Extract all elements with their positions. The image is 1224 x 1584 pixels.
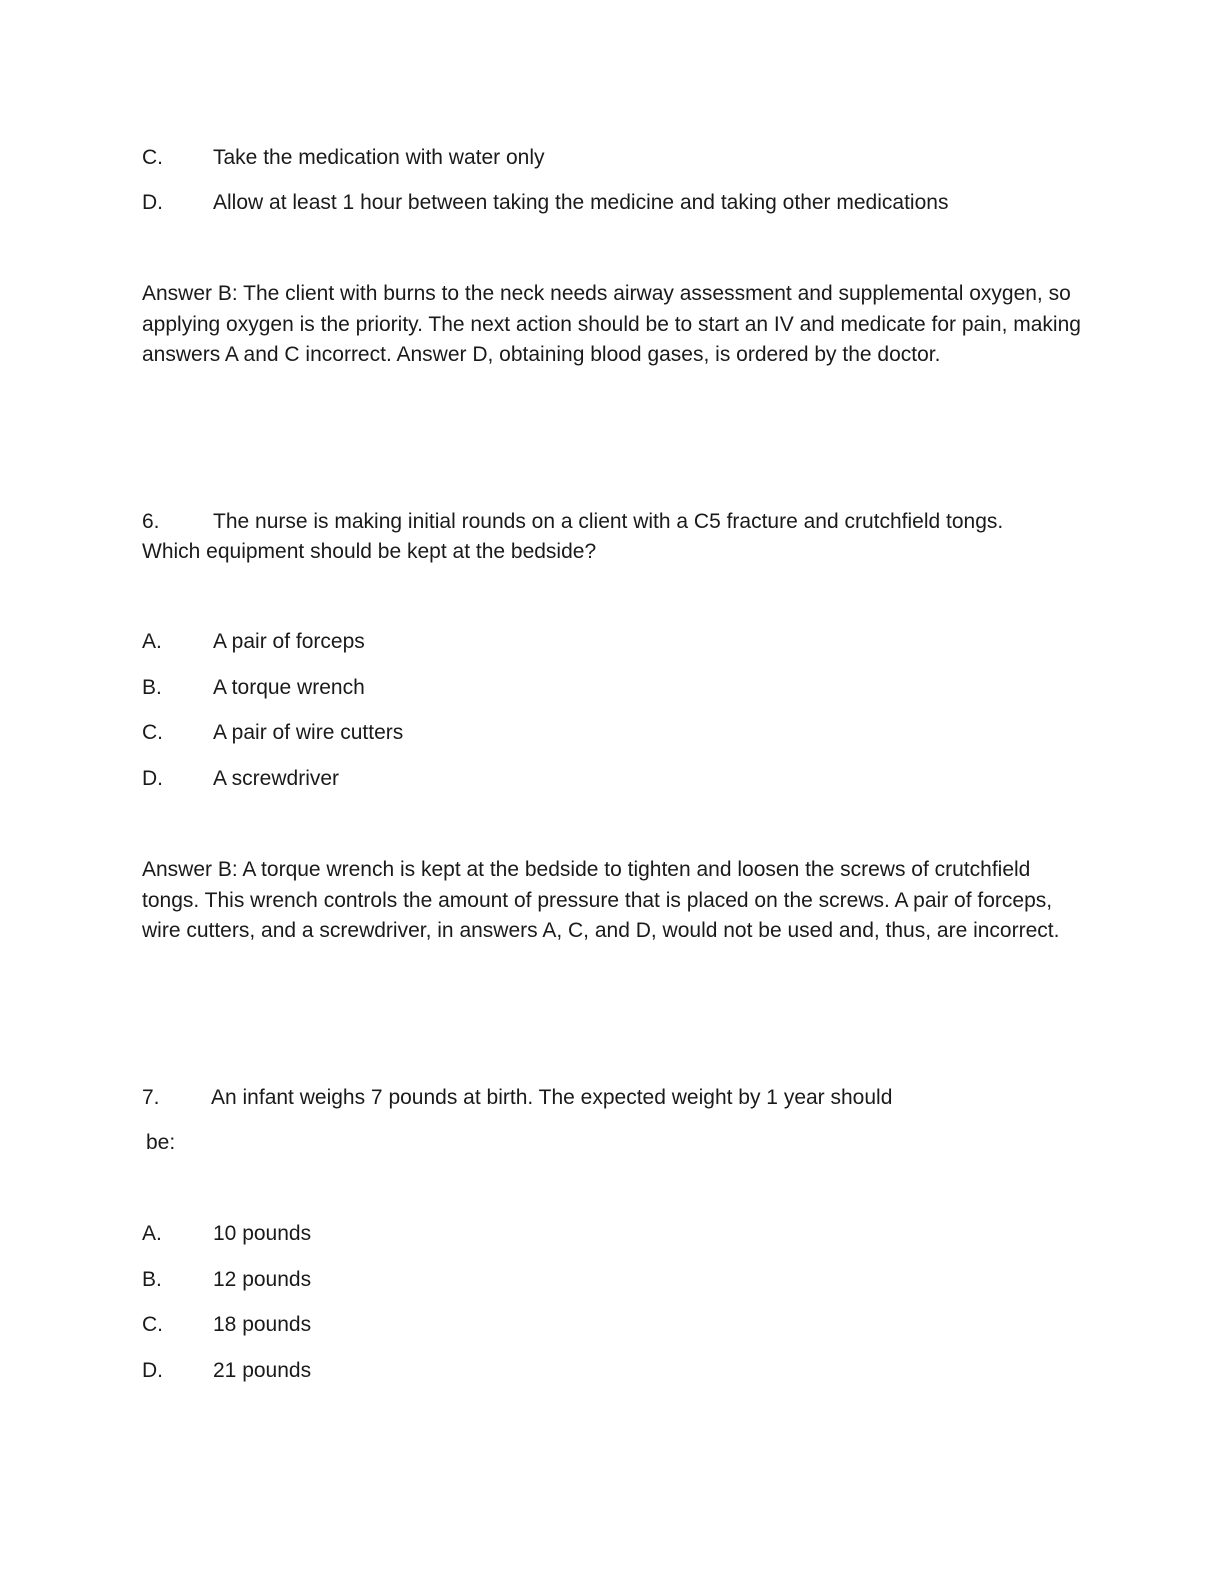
q6-option-c-text: A pair of wire cutters: [213, 721, 404, 744]
q6-option-c-letter: C.: [142, 721, 163, 744]
q7-option-b-letter: B.: [142, 1268, 162, 1291]
q6-option-d-letter: D.: [142, 767, 163, 790]
q6-stem-line2: Which equipment should be kept at the bedside?: [142, 540, 597, 563]
q7-option-b-text: 12 pounds: [213, 1268, 312, 1291]
q6-option-d-text: A screwdriver: [213, 767, 340, 790]
q6-option-a-text: A pair of forceps: [213, 630, 365, 653]
q7-number: 7.: [142, 1086, 160, 1109]
q5-option-c-text: Take the medication with water only: [213, 146, 545, 169]
q7-option-c-text: 18 pounds: [213, 1313, 312, 1336]
q7-stem-line1: An infant weighs 7 pounds at birth. The expected weight by 1 year should: [211, 1086, 893, 1109]
q6-number: 6.: [142, 510, 160, 533]
q7-stem-line2: be:: [146, 1131, 176, 1154]
q6-option-b-letter: B.: [142, 676, 162, 699]
q5-option-d-letter: D.: [142, 191, 163, 214]
q6-option-a-letter: A.: [142, 630, 162, 653]
q7-option-d-text: 21 pounds: [213, 1359, 312, 1382]
q6-stem-line1: The nurse is making initial rounds on a client with a C5 fracture and crutchfield tongs.: [213, 510, 1004, 533]
q7-option-d-letter: D.: [142, 1359, 163, 1382]
q6-option-b-text: A torque wrench: [213, 676, 365, 699]
q5-answer-explanation: Answer B: The client with burns to the neck needs airway assessment and supplemental oxygen, so applying oxygen is the priority. The next action should be to start an IV and medicate for pain, making answers A and C incorrect. Answer D, obtaining blood gases, is ordered by the doctor.: [142, 282, 1081, 366]
q5-option-c-letter: C.: [142, 146, 163, 169]
q6-answer-explanation: Answer B: A torque wrench is kept at the bedside to tighten and loosen the screws of crutchfield tongs. This wrench controls the amount of pressure that is placed on the screws. A pair of forceps, wire cutters, and a screwdriver, in answers A, C, and D, would not be used and, thus, are incorrect.: [142, 858, 1060, 942]
q7-option-c-letter: C.: [142, 1313, 163, 1336]
q7-option-a-text: 10 pounds: [213, 1222, 312, 1245]
q7-option-a-letter: A.: [142, 1222, 162, 1245]
q5-option-d-text: Allow at least 1 hour between taking the medicine and taking other medications: [213, 191, 949, 214]
